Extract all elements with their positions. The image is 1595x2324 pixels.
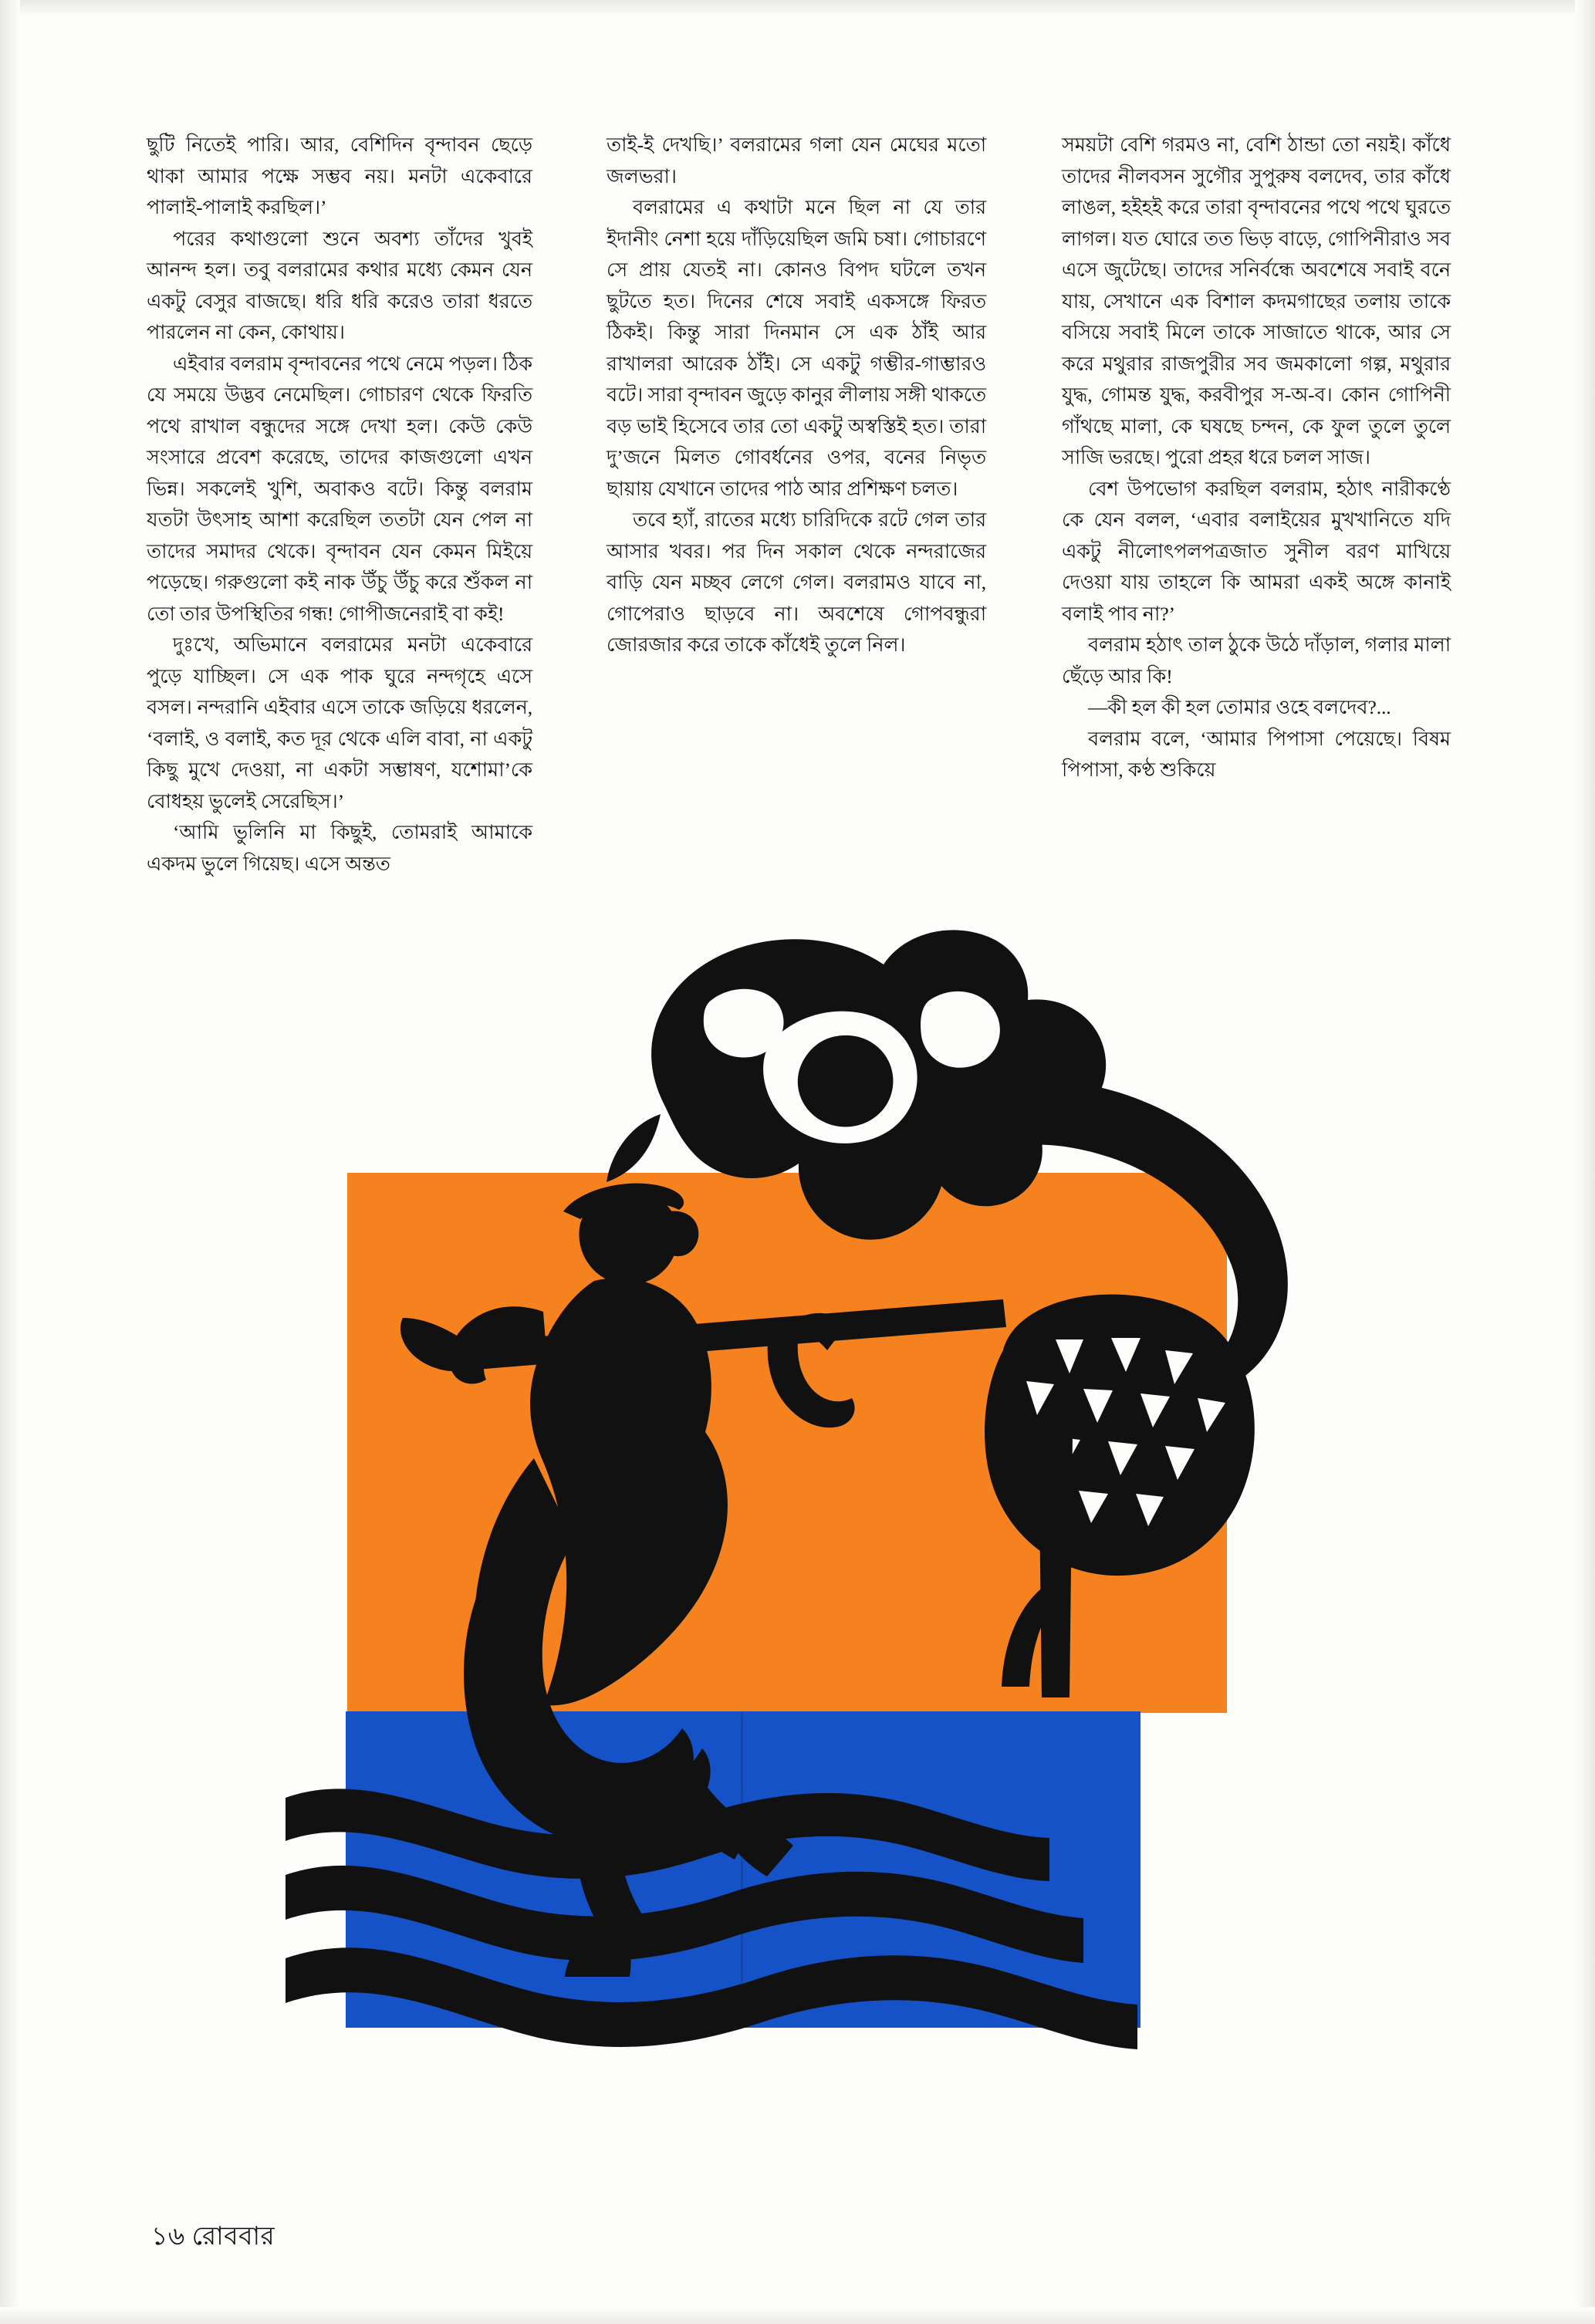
paragraph: তাই-ই দেখছি।’ বলরামের গলা যেন মেঘের মতো জলভরা। (607, 133, 986, 187)
text-column-1 (147, 130, 532, 880)
page-edge-top (0, 0, 1595, 17)
illustration (231, 849, 1435, 2207)
paragraph: তবে হ্যাঁ, রাতের মধ্যে চারিদিকে রটে গেল তার আসার খবর। পর দিন সকাল থেকে নন্দরাজের বাড়ি যেন মচ্ছব লেগে গেল। বলরামও যাবে না, গোপেরাও ছাড়বে না। অবশেষে গোপবন্ধুরা জোরজার করে তাকে কাঁধেই তুলে নিল। (607, 508, 986, 656)
paragraph: দুঃখে, অভিমানে বলরামের মনটা একেবারে পুড়ে যাচ্ছিল। সে এক পাক ঘুরে নন্দগৃহে এসে বসল। নন্দরানি এইবার এসে তাকে জড়িয়ে ধরলেন, ‘বলাই, ও বলাই, কত দূর থেকে এলি বাবা, না একটু কিছু মুখে দেওয়া, না একটা সম্ভাষণ, যশোমা’কে বোধহয় ভুলেই সেরেছিস।’ (147, 633, 532, 812)
page-edge-right (1575, 0, 1595, 2324)
paragraph: বলরাম বলে, ‘আমার পিপাসা পেয়েছে। বিষম পিপাসা, কণ্ঠ শুকিয়ে (1062, 727, 1451, 781)
paragraph: বলরাম হঠাৎ তাল ঠুকে উঠে দাঁড়াল, গলার মালা ছেঁড়ে আর কি! (1062, 633, 1451, 687)
page-footer: ১৬ রোববার (151, 2223, 275, 2251)
paragraph: এইবার বলরাম বৃন্দাবনের পথে নেমে পড়ল। ঠিক যে সময়ে উদ্ভব নেমেছিল। গোচারণ থেকে ফিরতি পথে রাখাল বন্ধুদের সঙ্গে দেখা হল। কেউ কেউ সংসারে প্রবেশ করেছে, তাদের কাজগুলো এখন ভিন্ন। সকলেই খুশি, অবাকও বটে। কিন্তু বলরাম যতটা উৎসাহ আশা করেছিল ততটা যেন পেল না তাদের সমাদর থেকে। বৃন্দাবন যেন কেমন মিইয়ে পড়েছে। গরুগুলো কই নাক উঁচু উঁচু করে শুঁকল না তো তার উপস্থিতির গন্ধ! গোপীজনেরাই বা কই! (147, 352, 532, 625)
page-edge-left (0, 0, 20, 2324)
illustration-silhouettes (231, 849, 1435, 2207)
paragraph: বলরামের এ কথাটা মনে ছিল না যে তার ইদানীং নেশা হয়ে দাঁড়িয়েছিল জমি চষা। গোচারণে সে প্রায় যেতই না। কোনও বিপদ ঘটলে তখন ছুটতে হত। দিনের শেষে সবাই একসঙ্গে ফিরত ঠিকই। কিন্তু সারা দিনমান সে এক ঠাঁই আর রাখালরা আরেক ঠাঁই। সে একটু গম্ভীর-গাম্ভারও বটে। সারা বৃন্দাবন জুড়ে কানুর লীলায় সঙ্গী থাকতে বড় ভাই হিসেবে তার তো একটু অস্বস্তিই হত। তারা দু’জনে মিলত গোবর্ধনের ওপর, বনের নিভৃত ছায়ায় যেখানে তাদের পাঠ আর প্রশিক্ষণ চলত। (607, 196, 986, 500)
paragraph: —কী হল কী হল তোমার ওহে বলদেব?... (1088, 696, 1391, 718)
paragraph: ‘আমি ভুলিনি মা কিছুই, তোমরাই আমাকে একদম ভুলে গিয়েছ। এসে অন্তত (147, 821, 532, 875)
page-edge-bottom (0, 2307, 1595, 2324)
paragraph: বেশ উপভোগ করছিল বলরাম, হঠাৎ নারীকণ্ঠে কে যেন বলল, ‘এবার বলাইয়ের মুখখানিতে যদি একটু নীলোৎপলপত্রজাত সুনীল বরণ মাখিয়ে দেওয়া যায় তাহলে কি আমরা একই অঙ্গে কানাই বলাই পাব না?’ (1062, 477, 1451, 625)
paragraph: সময়টা বেশি গরমও না, বেশি ঠান্ডা তো নয়ই। কাঁধে তাদের নীলবসন সুগৌর সুপুরুষ বলদেব, তার কাঁধে লাঙল, হইহই করে তারা বৃন্দাবনের পথে পথে ঘুরতে লাগল। যত ঘোরে তত ভিড় বাড়ে, গোপিনীরাও সব এসে জুটেছে। তাদের সনির্বন্ধে অবশেষে সবাই বনে যায়, সেখানে এক বিশাল কদমগাছের তলায় তাকে বসিয়ে সবাই মিলে তাকে সাজাতে থাকে, আর সে করে মথুরার রাজপুরীর সব জমকালো গল্প, মথুরার যুদ্ধ, গোমন্ত যুদ্ধ, করবীপুর স-অ-ব। কোন গোপিনী গাঁথছে মালা, কে ঘষছে চন্দন, কে ফুল তুলে তুলে সাজি ভরছে। পুরো প্রহর ধরে চলল সাজ। (1062, 133, 1451, 468)
text-column-2 (607, 130, 986, 661)
paragraph: পরের কথাগুলো শুনে অবশ্য তাঁদের খুবই আনন্দ হল। তবু বলরামের কথার মধ্যে কেমন যেন একটু বেসুর বাজছে। ধরি ধরি করেও তারা ধরতে পারলেন না কেন, কোথায়। (147, 227, 532, 343)
paragraph: ছুটি নিতেই পারি। আর, বেশিদিন বৃন্দাবন ছেড়ে থাকা আমার পক্ষে সম্ভব নয়। মনটা একেবারে পালাই-পালাই করছিল।’ (147, 133, 532, 218)
